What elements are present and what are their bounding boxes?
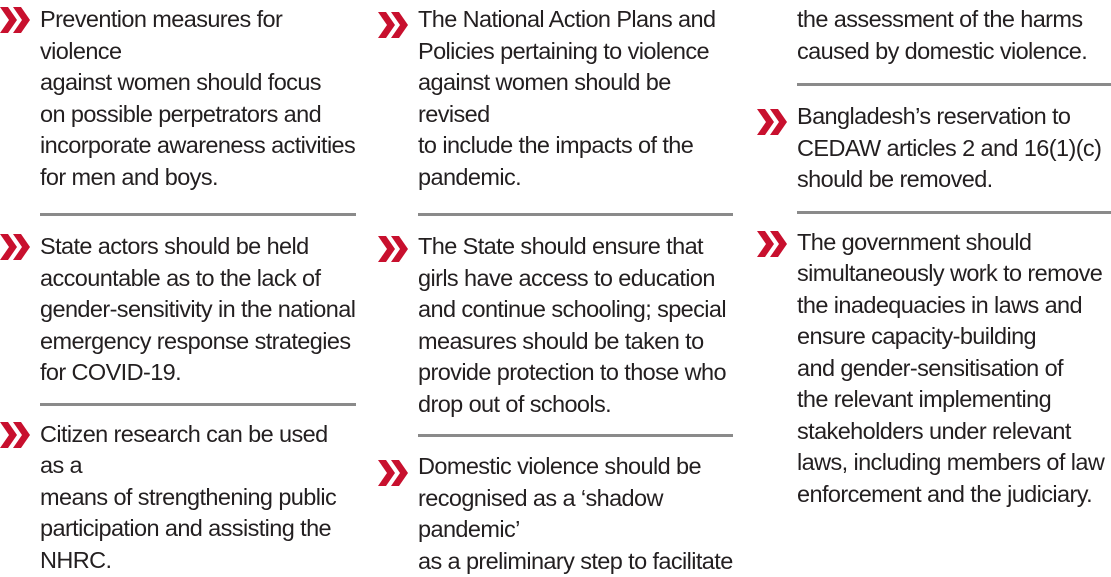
recommendation-text: Bangladesh’s reservation to CEDAW articles 2 and 16(1)(c) should be removed. [797, 103, 1102, 192]
recommendation-item [378, 231, 733, 420]
recommendation-text: Prevention measures for violence against women should focus on possible perpetrators and incorporate awareness activities for men and boys. [40, 6, 356, 190]
double-chevron-right-icon [378, 236, 410, 262]
double-chevron-right-icon [0, 422, 32, 448]
item-divider [40, 213, 356, 216]
recommendation-text: The government should simultaneously work to remove the inadequacies in laws and ensure capacity-building and gender-sensitisation of the relevant implementing stakeholders under relevant laws, including members of law enforcement and the judiciary. [797, 228, 1105, 507]
double-chevron-right-icon [0, 7, 32, 33]
double-chevron-right-icon [0, 234, 32, 260]
recommendations-column-2 [378, 0, 733, 577]
double-chevron-right-icon [378, 12, 410, 38]
recommendation-item [378, 4, 733, 193]
item-divider [40, 403, 356, 406]
recommendation-text: State actors should be held accountable as to the lack of gender-sensitivity in the national emergency response strategies for COVID-19. [40, 233, 356, 385]
recommendation-item [757, 101, 1111, 196]
recommendations-column-3 [757, 0, 1111, 510]
item-divider [418, 213, 733, 216]
recommendation-item [757, 227, 1111, 511]
recommendation-item [378, 451, 733, 577]
double-chevron-right-icon [757, 231, 789, 257]
recommendation-text: The National Action Plans and Policies pertaining to violence against women should be revised to include the impacts of the pandemic. [418, 6, 716, 190]
recommendation-text: the assessment of the harms caused by domestic violence. [797, 6, 1088, 64]
recommendation-item [0, 419, 356, 577]
recommendation-text: The State should ensure that girls have access to education and continue schooling; special measures should be taken to provide protection to those who drop out of schools. [418, 233, 727, 417]
item-divider [797, 211, 1111, 214]
item-divider [797, 83, 1111, 86]
double-chevron-right-icon [757, 109, 789, 135]
recommendation-item-continued [757, 4, 1111, 67]
recommendation-text: Citizen research can be used as a means of strengthening public participation and assisting the NHRC. [40, 420, 337, 573]
recommendation-item [0, 231, 356, 389]
recommendation-text: Domestic violence should be recognised as a ‘shadow pandemic’ as a preliminary step to facilitate [418, 453, 733, 574]
recommendation-item [0, 4, 356, 193]
item-divider [418, 434, 733, 437]
double-chevron-right-icon [378, 460, 410, 486]
recommendations-column-1 [0, 0, 356, 576]
